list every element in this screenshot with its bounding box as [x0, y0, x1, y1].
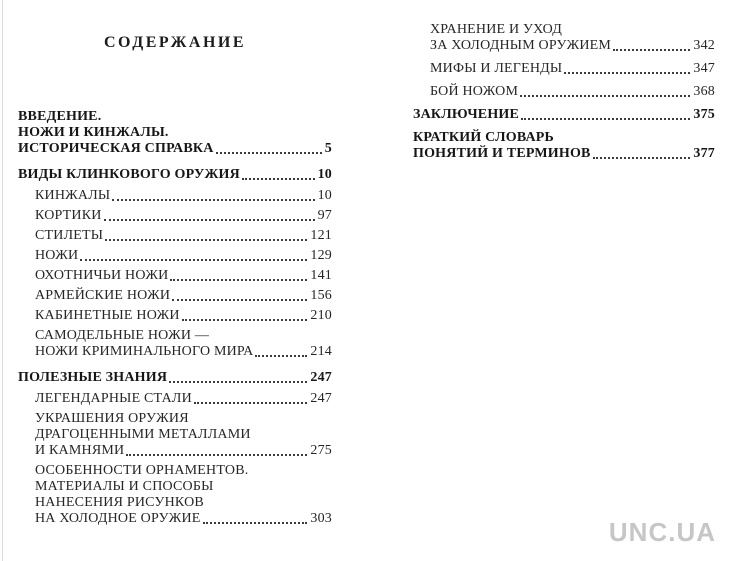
dot-leader [105, 239, 307, 241]
toc-entry-page-number: 5 [324, 141, 332, 156]
dot-leader [194, 402, 307, 404]
toc-entry [413, 22, 715, 54]
dot-leader [104, 219, 315, 221]
dot-leader [170, 279, 307, 281]
toc-entry-line [35, 463, 332, 479]
toc-entry-line [18, 370, 332, 386]
dot-leader [520, 95, 690, 97]
toc-entry-label: НОЖИ [35, 248, 79, 263]
dot-leader [564, 72, 690, 74]
toc-entry-line [35, 228, 332, 244]
toc-entry [18, 188, 332, 204]
toc-entry-label: ЗАКЛЮЧЕНИЕ [413, 107, 520, 122]
toc-entry [18, 268, 332, 284]
toc-entry-label: УКРАШЕНИЯ ОРУЖИЯ [35, 411, 189, 426]
page-title: СОДЕРЖАНИЕ [103, 34, 247, 51]
toc-entry-line [35, 411, 332, 427]
toc-entry [18, 308, 332, 324]
toc-entry-line [35, 391, 332, 407]
toc-entry-label: ВВЕДЕНИЕ. [18, 109, 102, 124]
toc-entry-label: СТИЛЕТЫ [35, 228, 104, 243]
toc-entry-label: ОСОБЕННОСТИ ОРНАМЕНТОВ. [35, 463, 249, 478]
toc-entry-line [35, 288, 332, 304]
watermark: UNC.UA [608, 517, 716, 547]
toc-entry-line [430, 22, 715, 38]
toc-entry-line [35, 328, 332, 344]
toc-entry [18, 463, 332, 527]
toc-entry-page-number: 342 [693, 38, 715, 53]
toc-entry-label: ОХОТНИЧЬИ НОЖИ [35, 268, 169, 283]
toc-entry-page-number: 275 [310, 443, 332, 458]
toc-entry-page-number: 368 [693, 84, 715, 99]
dot-leader [216, 152, 322, 154]
dot-leader [80, 259, 307, 261]
toc-left-column [18, 33, 332, 531]
toc-entry-page-number: 10 [317, 167, 332, 182]
toc-entry-label: НОЖИ КРИМИНАЛЬНОГО МИРА [35, 344, 254, 359]
toc-entry-page-number: 129 [310, 248, 332, 263]
dot-leader [203, 522, 308, 524]
toc-entry-line [35, 427, 332, 443]
toc-entry-label: ПОНЯТИЙ И ТЕРМИНОВ [413, 146, 591, 161]
toc-entry-line [35, 479, 332, 495]
toc-right-column [413, 22, 715, 169]
toc-entry-line [413, 130, 715, 146]
toc-entry-page-number: 210 [310, 308, 332, 323]
toc-entry-line [35, 495, 332, 511]
toc-entry-label: МАТЕРИАЛЫ И СПОСОБЫ [35, 479, 214, 494]
toc-entry-label: ЛЕГЕНДАРНЫЕ СТАЛИ [35, 391, 192, 406]
toc-entry-label: И КАМНЯМИ [35, 443, 125, 458]
toc-entry [413, 130, 715, 162]
toc-entry-line [18, 109, 332, 125]
toc-entry [18, 391, 332, 407]
toc-entries-left [18, 109, 332, 527]
toc-entry-label: КАБИНЕТНЫЕ НОЖИ [35, 308, 180, 323]
toc-entry [18, 288, 332, 304]
toc-entry-page-number: 121 [310, 228, 332, 243]
toc-entry-line [35, 308, 332, 324]
toc-entry-page-number: 141 [310, 268, 332, 283]
toc-entry-label: ВИДЫ КЛИНКОВОГО ОРУЖИЯ [18, 167, 240, 182]
toc-entry [18, 109, 332, 157]
toc-entry-label: САМОДЕЛЬНЫЕ НОЖИ — [35, 328, 210, 343]
toc-entries-right [413, 22, 715, 162]
dot-leader [182, 319, 308, 321]
toc-entry-label: БОЙ НОЖОМ [430, 84, 519, 99]
toc-entry-line [35, 344, 332, 360]
toc-entry [413, 61, 715, 77]
toc-entry-page-number: 347 [693, 61, 715, 76]
dot-leader [169, 381, 307, 383]
toc-entry-label: ЗА ХОЛОДНЫМ ОРУЖИЕМ [430, 38, 612, 53]
toc-entry-line [430, 61, 715, 77]
toc-entry-page-number: 97 [317, 208, 332, 223]
toc-entry-label: КРАТКИЙ СЛОВАРЬ [413, 130, 555, 145]
toc-entry-page-number: 156 [310, 288, 332, 303]
dot-leader [242, 178, 315, 180]
toc-entry-label: НОЖИ И КИНЖАЛЫ. [18, 125, 169, 140]
toc-entry [413, 107, 715, 123]
toc-entry [413, 84, 715, 100]
toc-entry [18, 411, 332, 459]
toc-entry-line [413, 107, 715, 123]
toc-entry-line [35, 208, 332, 224]
toc-entry-line [35, 443, 332, 459]
toc-entry-line [413, 146, 715, 162]
toc-entry-page-number: 375 [693, 107, 715, 122]
toc-entry-page-number: 247 [310, 391, 332, 406]
toc-entry-page-number: 303 [310, 511, 332, 526]
dot-leader [172, 299, 307, 301]
toc-entry-label: МИФЫ И ЛЕГЕНДЫ [430, 61, 563, 76]
toc-entry [18, 328, 332, 360]
dot-leader [613, 49, 690, 51]
toc-entry-label: КОРТИКИ [35, 208, 102, 223]
toc-entry [18, 370, 332, 386]
toc-entry-line [35, 248, 332, 264]
toc-entry-label: АРМЕЙСКИЕ НОЖИ [35, 288, 171, 303]
toc-entry-page-number: 214 [310, 344, 332, 359]
toc-entry [18, 228, 332, 244]
toc-entry-label: НАНЕСЕНИЯ РИСУНКОВ [35, 495, 204, 510]
toc-entry-label: КИНЖАЛЫ [35, 188, 111, 203]
toc-entry-line [18, 141, 332, 157]
toc-entry-label: ПОЛЕЗНЫЕ ЗНАНИЯ [18, 370, 168, 385]
dot-leader [521, 118, 690, 120]
toc-entry-label: ИСТОРИЧЕСКАЯ СПРАВКА [18, 141, 214, 156]
toc-entry-line [18, 167, 332, 183]
dot-leader [255, 355, 307, 357]
toc-entry-label: ХРАНЕНИЕ И УХОД [430, 22, 563, 37]
toc-entry-line [430, 84, 715, 100]
toc-entry-page-number: 10 [317, 188, 332, 203]
toc-entry [18, 208, 332, 224]
toc-entry-line [35, 188, 332, 204]
toc-entry-page-number: 377 [693, 146, 715, 161]
toc-entry [18, 248, 332, 264]
toc-entry-line [430, 38, 715, 54]
toc-entry-line [35, 268, 332, 284]
toc-entry-page-number: 247 [310, 370, 332, 385]
dot-leader [112, 199, 314, 201]
toc-entry-line [35, 511, 332, 527]
dot-leader [126, 454, 307, 456]
toc-entry-label: НА ХОЛОДНОЕ ОРУЖИЕ [35, 511, 201, 526]
toc-entry-label: ДРАГОЦЕННЫМИ МЕТАЛЛАМИ [35, 427, 251, 442]
toc-entry-line [18, 125, 332, 141]
scan-edge-line [2, 0, 3, 561]
dot-leader [593, 157, 691, 159]
toc-entry [18, 167, 332, 183]
